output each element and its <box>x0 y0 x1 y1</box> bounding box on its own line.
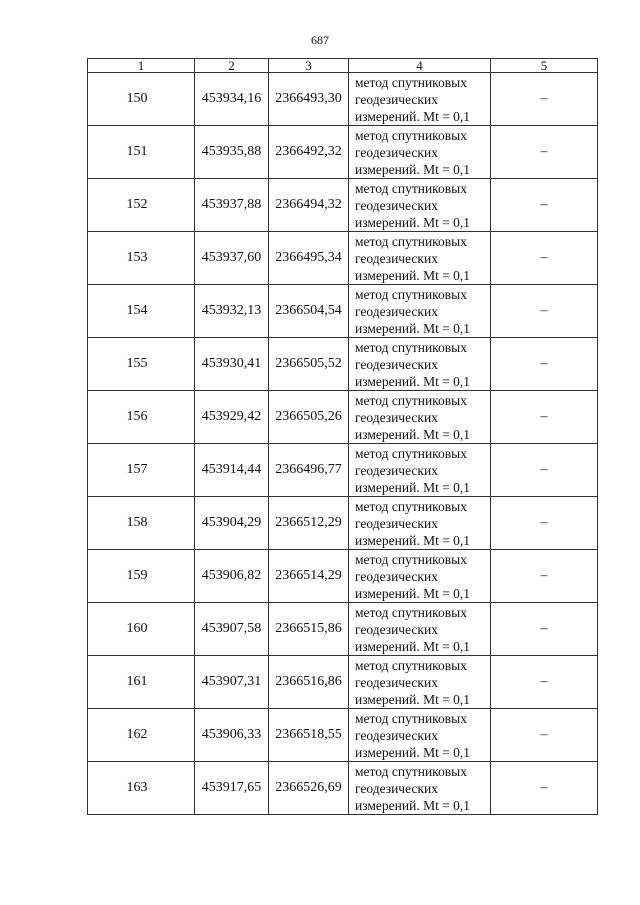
method-cell <box>349 656 491 709</box>
method-line-3: измерений. Mt = 0,1 <box>355 320 471 336</box>
method-line-2: геодезических <box>355 409 438 425</box>
coordinate-x: 453930,41 <box>195 338 269 391</box>
note-cell <box>491 73 598 126</box>
coordinate-x: 453937,88 <box>195 179 269 232</box>
coordinate-y: 2366526,69 <box>269 762 349 815</box>
method-cell <box>349 73 491 126</box>
coordinate-x: 453934,16 <box>195 73 269 126</box>
method-line-3: измерений. Mt = 0,1 <box>355 797 471 813</box>
note-cell <box>491 709 598 762</box>
method-line-1: метод спутниковых <box>355 445 467 461</box>
method-line-3: измерений. Mt = 0,1 <box>355 691 471 707</box>
method-cell <box>349 603 491 656</box>
method-line-3: измерений. Mt = 0,1 <box>355 214 471 230</box>
method-line-2: геодезических <box>355 91 438 107</box>
header-col-1: 1 <box>88 59 195 73</box>
method-line-3: измерений. Mt = 0,1 <box>355 479 471 495</box>
point-number: 156 <box>88 391 195 444</box>
method-cell <box>349 391 491 444</box>
method-line-1: метод спутниковых <box>355 710 467 726</box>
method-line-1: метод спутниковых <box>355 392 467 408</box>
method-line-1: метод спутниковых <box>355 74 467 90</box>
point-number: 157 <box>88 444 195 497</box>
table-row <box>88 391 598 444</box>
dash-mark: – <box>540 303 548 318</box>
table-row <box>88 232 598 285</box>
method-cell <box>349 762 491 815</box>
method-line-3: измерений. Mt = 0,1 <box>355 267 471 283</box>
method-cell <box>349 232 491 285</box>
table-header-row <box>88 59 598 73</box>
dash-mark: – <box>540 144 548 159</box>
coordinate-y: 2366492,32 <box>269 126 349 179</box>
note-cell <box>491 603 598 656</box>
header-col-5: 5 <box>491 59 598 73</box>
coordinate-y: 2366495,34 <box>269 232 349 285</box>
dash-mark: – <box>540 462 548 477</box>
method-line-3: измерений. Mt = 0,1 <box>355 744 471 760</box>
coordinate-y: 2366512,29 <box>269 497 349 550</box>
dash-mark: – <box>540 91 548 106</box>
method-line-2: геодезических <box>355 727 438 743</box>
method-cell <box>349 179 491 232</box>
coordinate-x: 453932,13 <box>195 285 269 338</box>
coordinate-x: 453907,31 <box>195 656 269 709</box>
method-cell <box>349 444 491 497</box>
table-row <box>88 709 598 762</box>
table-row <box>88 126 598 179</box>
dash-mark: – <box>540 621 548 636</box>
point-number: 150 <box>88 73 195 126</box>
coordinate-y: 2366504,54 <box>269 285 349 338</box>
note-cell <box>491 497 598 550</box>
method-line-1: метод спутниковых <box>355 339 467 355</box>
coordinates-table <box>87 58 598 815</box>
point-number: 163 <box>88 762 195 815</box>
note-cell <box>491 762 598 815</box>
method-line-3: измерений. Mt = 0,1 <box>355 638 471 654</box>
header-col-4: 4 <box>349 59 491 73</box>
method-line-1: метод спутниковых <box>355 127 467 143</box>
point-number: 158 <box>88 497 195 550</box>
dash-mark: – <box>540 356 548 371</box>
dash-mark: – <box>540 409 548 424</box>
table-row <box>88 73 598 126</box>
point-number: 152 <box>88 179 195 232</box>
table-row <box>88 179 598 232</box>
method-line-2: геодезических <box>355 250 438 266</box>
method-line-2: геодезических <box>355 356 438 372</box>
method-line-3: измерений. Mt = 0,1 <box>355 108 471 124</box>
coordinate-x: 453907,58 <box>195 603 269 656</box>
method-line-2: геодезических <box>355 674 438 690</box>
coordinate-y: 2366514,29 <box>269 550 349 603</box>
method-line-2: геодезических <box>355 780 438 796</box>
method-line-2: геодезических <box>355 462 438 478</box>
method-cell <box>349 497 491 550</box>
method-line-1: метод спутниковых <box>355 286 467 302</box>
method-line-3: измерений. Mt = 0,1 <box>355 585 471 601</box>
dash-mark: – <box>540 197 548 212</box>
note-cell <box>491 656 598 709</box>
coordinate-y: 2366493,30 <box>269 73 349 126</box>
method-cell <box>349 126 491 179</box>
method-line-1: метод спутниковых <box>355 180 467 196</box>
point-number: 151 <box>88 126 195 179</box>
method-line-1: метод спутниковых <box>355 657 467 673</box>
method-cell <box>349 285 491 338</box>
note-cell <box>491 232 598 285</box>
method-cell <box>349 338 491 391</box>
method-cell <box>349 709 491 762</box>
method-line-1: метод спутниковых <box>355 551 467 567</box>
table-row <box>88 550 598 603</box>
note-cell <box>491 126 598 179</box>
method-line-1: метод спутниковых <box>355 604 467 620</box>
method-line-1: метод спутниковых <box>355 233 467 249</box>
note-cell <box>491 338 598 391</box>
table-row <box>88 444 598 497</box>
point-number: 154 <box>88 285 195 338</box>
point-number: 161 <box>88 656 195 709</box>
note-cell <box>491 391 598 444</box>
coordinate-y: 2366518,55 <box>269 709 349 762</box>
coordinate-y: 2366515,86 <box>269 603 349 656</box>
note-cell <box>491 179 598 232</box>
method-line-2: геодезических <box>355 144 438 160</box>
coordinate-x: 453929,42 <box>195 391 269 444</box>
method-line-1: метод спутниковых <box>355 498 467 514</box>
dash-mark: – <box>540 515 548 530</box>
method-line-1: метод спутниковых <box>355 763 467 779</box>
table-row <box>88 338 598 391</box>
dash-mark: – <box>540 568 548 583</box>
dash-mark: – <box>540 250 548 265</box>
table-row <box>88 497 598 550</box>
coordinate-x: 453904,29 <box>195 497 269 550</box>
point-number: 153 <box>88 232 195 285</box>
method-line-3: измерений. Mt = 0,1 <box>355 161 471 177</box>
dash-mark: – <box>540 780 548 795</box>
page-number: 687 <box>311 33 329 47</box>
method-line-2: геодезических <box>355 303 438 319</box>
coordinate-x: 453914,44 <box>195 444 269 497</box>
coordinate-x: 453906,82 <box>195 550 269 603</box>
coordinate-y: 2366496,77 <box>269 444 349 497</box>
header-col-3: 3 <box>269 59 349 73</box>
coordinate-y: 2366494,32 <box>269 179 349 232</box>
coordinate-y: 2366516,86 <box>269 656 349 709</box>
method-line-3: измерений. Mt = 0,1 <box>355 532 471 548</box>
method-line-3: измерений. Mt = 0,1 <box>355 373 471 389</box>
note-cell <box>491 550 598 603</box>
header-col-2: 2 <box>195 59 269 73</box>
note-cell <box>491 285 598 338</box>
method-line-2: геодезических <box>355 621 438 637</box>
coordinate-x: 453917,65 <box>195 762 269 815</box>
point-number: 159 <box>88 550 195 603</box>
coordinate-y: 2366505,52 <box>269 338 349 391</box>
method-cell <box>349 550 491 603</box>
table-row <box>88 762 598 815</box>
coordinate-x: 453906,33 <box>195 709 269 762</box>
method-line-2: геодезических <box>355 568 438 584</box>
note-cell <box>491 444 598 497</box>
method-line-3: измерений. Mt = 0,1 <box>355 426 471 442</box>
coordinate-x: 453935,88 <box>195 126 269 179</box>
coordinate-y: 2366505,26 <box>269 391 349 444</box>
point-number: 160 <box>88 603 195 656</box>
point-number: 155 <box>88 338 195 391</box>
method-line-2: геодезических <box>355 197 438 213</box>
table-row <box>88 285 598 338</box>
table-row <box>88 656 598 709</box>
point-number: 162 <box>88 709 195 762</box>
method-line-2: геодезических <box>355 515 438 531</box>
dash-mark: – <box>540 674 548 689</box>
dash-mark: – <box>540 727 548 742</box>
coordinate-x: 453937,60 <box>195 232 269 285</box>
table-row <box>88 603 598 656</box>
